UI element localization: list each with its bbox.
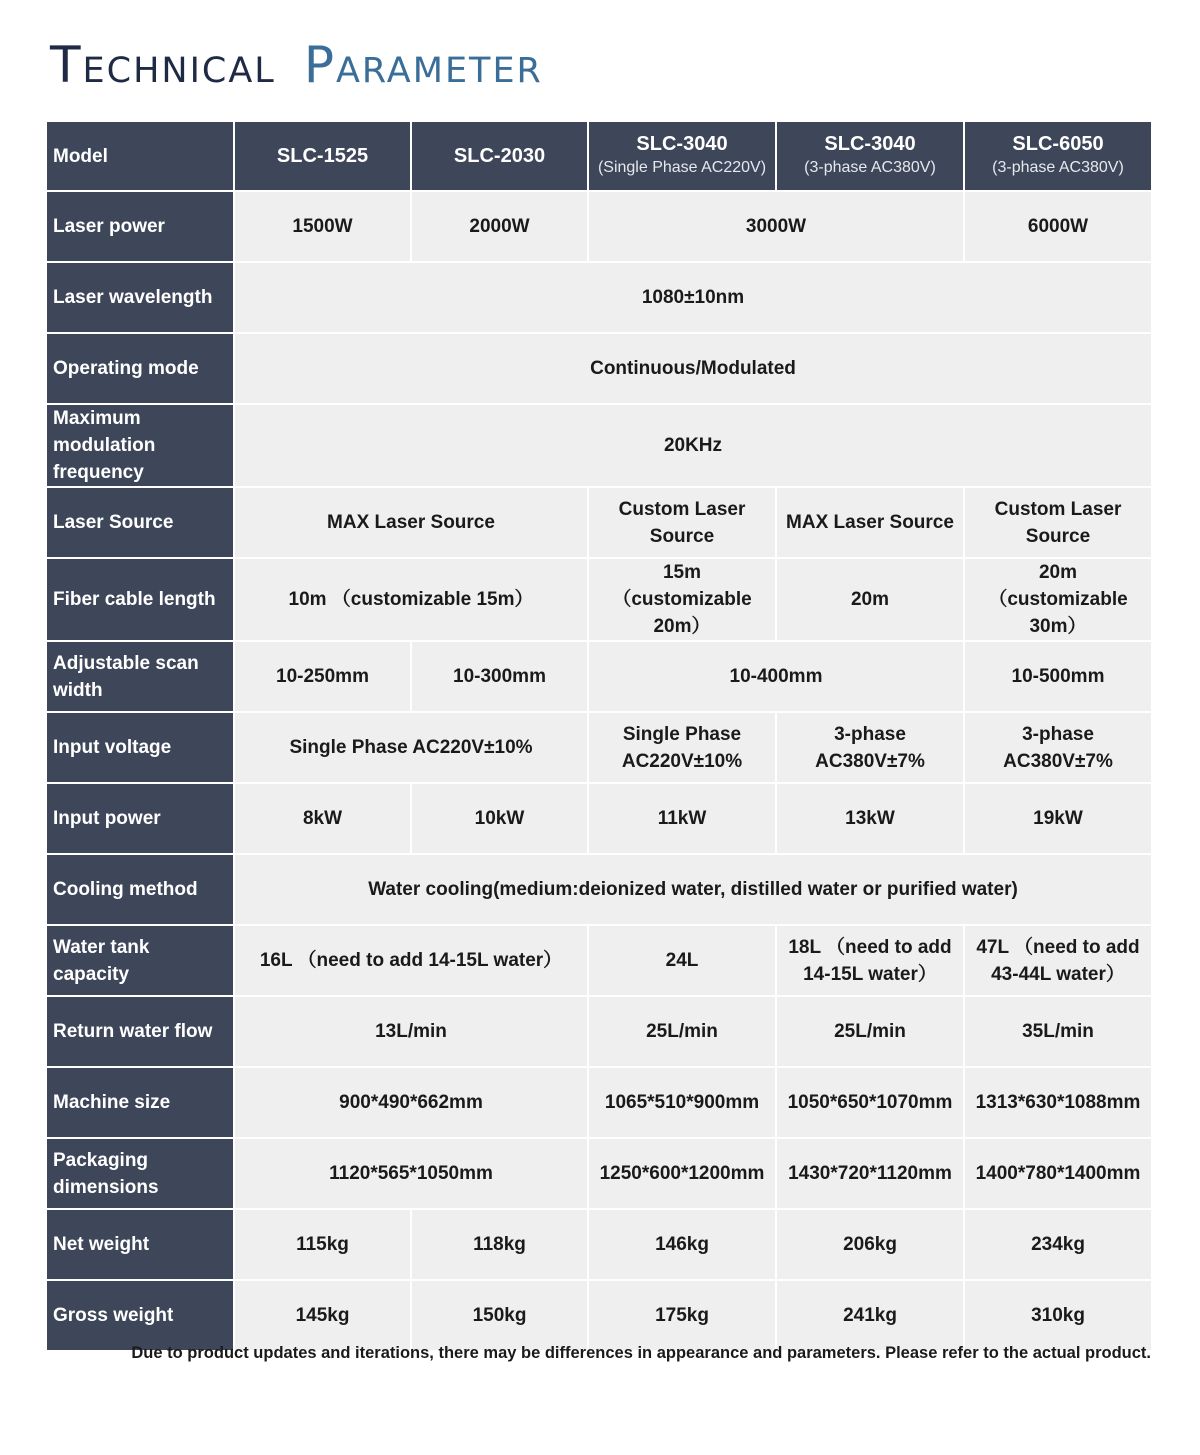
table-cell: 20KHz — [234, 404, 1152, 487]
table-cell: 3-phase AC380V±7% — [964, 712, 1152, 783]
row-label: Laser Source — [46, 487, 234, 558]
table-cell: 1250*600*1200mm — [588, 1138, 776, 1209]
table-row — [46, 1280, 1152, 1351]
table-cell: Custom Laser Source — [588, 487, 776, 558]
row-label: Input power — [46, 783, 234, 854]
model-column-header — [234, 121, 411, 191]
page-title — [50, 30, 543, 100]
model-name: SLC-6050 — [1012, 133, 1104, 155]
table-row — [46, 854, 1152, 925]
table-cell: Single Phase AC220V±10% — [588, 712, 776, 783]
table-cell: 10-500mm — [964, 641, 1152, 712]
table-cell: 6000W — [964, 191, 1152, 262]
table-cell: 10kW — [411, 783, 588, 854]
model-column-header — [964, 121, 1152, 191]
table-cell: 145kg — [234, 1280, 411, 1351]
table-row — [46, 996, 1152, 1067]
row-label: Packaging dimensions — [46, 1138, 234, 1209]
table-cell: 1500W — [234, 191, 411, 262]
table-cell: 24L — [588, 925, 776, 996]
table-cell: 3-phase AC380V±7% — [776, 712, 964, 783]
row-label: Input voltage — [46, 712, 234, 783]
title-word-parameter: Parameter — [303, 36, 543, 94]
table-row — [46, 1209, 1152, 1280]
table-cell: 1120*565*1050mm — [234, 1138, 588, 1209]
table-row — [46, 712, 1152, 783]
table-cell: 175kg — [588, 1280, 776, 1351]
table-cell: 11kW — [588, 783, 776, 854]
table-cell: 1080±10nm — [234, 262, 1152, 333]
model-column-header — [588, 121, 776, 191]
row-label: Machine size — [46, 1067, 234, 1138]
table-cell: 118kg — [411, 1209, 588, 1280]
model-power-note: (3-phase AC380V) — [992, 159, 1124, 176]
table-cell: 115kg — [234, 1209, 411, 1280]
table-cell: Continuous/Modulated — [234, 333, 1152, 404]
model-name: SLC-2030 — [453, 144, 546, 167]
model-power-note: (3-phase AC380V) — [804, 159, 936, 176]
header-label-model: Model — [46, 121, 234, 191]
table-cell: 1050*650*1070mm — [776, 1067, 964, 1138]
row-label: Maximum modulation frequency — [46, 404, 234, 487]
table-cell: 10-400mm — [588, 641, 964, 712]
table-row — [46, 191, 1152, 262]
footnote: Due to product updates and iterations, there may be differences in appearance and parameters. Please refer to the actual product. — [131, 1344, 1151, 1362]
table-header-row — [46, 121, 1152, 191]
table-cell: 13L/min — [234, 996, 588, 1067]
table-cell: 10-300mm — [411, 641, 588, 712]
table-cell: MAX Laser Source — [776, 487, 964, 558]
table-cell: 1065*510*900mm — [588, 1067, 776, 1138]
title-word-technical: Technical — [50, 36, 276, 94]
table-cell: 15m （customizable 20m） — [588, 558, 776, 641]
model-name: SLC-3040 — [824, 133, 916, 155]
row-label: Net weight — [46, 1209, 234, 1280]
table-cell: 310kg — [964, 1280, 1152, 1351]
table-cell: Water cooling(medium:deionized water, distilled water or purified water) — [234, 854, 1152, 925]
table-cell: 20m （customizable 30m） — [964, 558, 1152, 641]
table-cell: 19kW — [964, 783, 1152, 854]
table-cell: 13kW — [776, 783, 964, 854]
table-row — [46, 783, 1152, 854]
table-row — [46, 641, 1152, 712]
row-label: Water tank capacity — [46, 925, 234, 996]
table-cell: 241kg — [776, 1280, 964, 1351]
parameter-rows — [46, 191, 1152, 1351]
model-name: SLC-1525 — [276, 144, 369, 167]
table-cell: 20m — [776, 558, 964, 641]
table-row — [46, 925, 1152, 996]
table-row — [46, 1067, 1152, 1138]
parameter-table — [45, 120, 1153, 1352]
table-cell: 1430*720*1120mm — [776, 1138, 964, 1209]
row-label: Fiber cable length — [46, 558, 234, 641]
table-cell: 25L/min — [588, 996, 776, 1067]
table-cell: 150kg — [411, 1280, 588, 1351]
row-label: Operating mode — [46, 333, 234, 404]
row-label: Return water flow — [46, 996, 234, 1067]
table-cell: 3000W — [588, 191, 964, 262]
model-column-header — [776, 121, 964, 191]
table-cell: 16L （need to add 14-15L water） — [234, 925, 588, 996]
table-row — [46, 1138, 1152, 1209]
table-cell: 1400*780*1400mm — [964, 1138, 1152, 1209]
table-row — [46, 333, 1152, 404]
row-label: Laser power — [46, 191, 234, 262]
table-cell: 8kW — [234, 783, 411, 854]
row-label: Laser wavelength — [46, 262, 234, 333]
table-cell: MAX Laser Source — [234, 487, 588, 558]
table-cell: 206kg — [776, 1209, 964, 1280]
table-cell: 18L （need to add 14-15L water） — [776, 925, 964, 996]
table-cell: 47L （need to add 43-44L water） — [964, 925, 1152, 996]
table-cell: 2000W — [411, 191, 588, 262]
row-label: Gross weight — [46, 1280, 234, 1351]
row-label: Cooling method — [46, 854, 234, 925]
table-cell: 35L/min — [964, 996, 1152, 1067]
table-row — [46, 558, 1152, 641]
model-column-header — [411, 121, 588, 191]
model-name: SLC-3040 — [636, 133, 728, 155]
table-cell: 1313*630*1088mm — [964, 1067, 1152, 1138]
table-cell: Single Phase AC220V±10% — [234, 712, 588, 783]
table-cell: 234kg — [964, 1209, 1152, 1280]
table-cell: 146kg — [588, 1209, 776, 1280]
table-cell: 10m （customizable 15m） — [234, 558, 588, 641]
table-row — [46, 262, 1152, 333]
table-row — [46, 404, 1152, 487]
table-cell: 900*490*662mm — [234, 1067, 588, 1138]
table-cell: 10-250mm — [234, 641, 411, 712]
table-cell: Custom Laser Source — [964, 487, 1152, 558]
row-label: Adjustable scan width — [46, 641, 234, 712]
table-cell: 25L/min — [776, 996, 964, 1067]
model-power-note: (Single Phase AC220V) — [597, 159, 767, 176]
table-row — [46, 487, 1152, 558]
